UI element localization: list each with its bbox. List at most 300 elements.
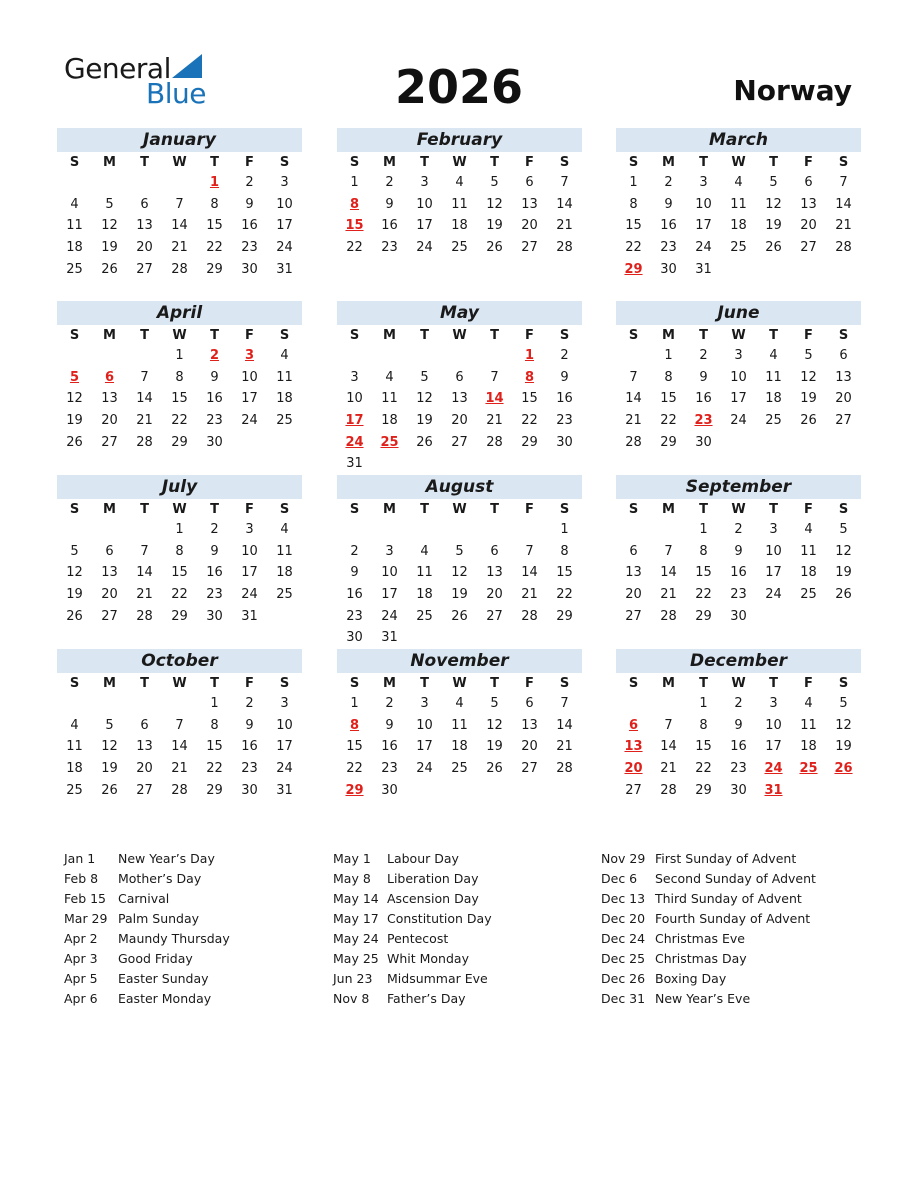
day-cell: 28 [171,261,188,277]
day-cell: 6 [525,175,534,190]
empty-cell [92,345,127,367]
holiday-name: Mother’s Day [118,871,202,886]
month-december [616,649,861,801]
day-cell: 28 [171,782,188,798]
day-cell: 7 [490,369,499,385]
day-cell: 22 [171,413,188,429]
day-cell: 15 [521,391,538,407]
day-cell: 1 [699,696,708,711]
day-cell: 23 [241,761,258,777]
holiday-entry [601,949,816,969]
empty-cell [512,519,547,541]
weekday-label: S [349,676,360,691]
holiday-day: 25 [799,761,818,777]
holiday-entry [601,989,816,1009]
weekday-label: W [731,502,746,517]
holiday-date: May 17 [333,911,379,926]
weekday-label: S [628,676,639,691]
month-august [337,475,582,649]
month-grid [57,499,302,627]
day-cell: 29 [206,261,223,277]
day-cell: 23 [346,608,363,624]
day-cell: 7 [525,543,534,559]
day-cell: 27 [835,413,852,429]
day-cell: 24 [416,761,433,777]
day-cell: 31 [241,608,258,624]
holiday-entry [64,849,230,869]
day-cell: 31 [276,261,293,277]
weekday-label: S [628,328,639,343]
day-cell: 6 [839,348,848,363]
day-cell: 31 [695,261,712,277]
day-cell: 10 [765,717,782,733]
holiday-date: Dec 6 [601,871,638,886]
day-cell: 28 [556,240,573,256]
day-cell: 7 [839,175,848,190]
holiday-date: Jan 1 [64,851,96,866]
day-cell: 28 [486,434,503,450]
day-cell: 1 [175,522,184,537]
holiday-name: Midsummar Eve [387,971,488,986]
weekday-label: M [662,676,675,691]
month-grid [616,152,861,280]
month-header: September [616,475,861,499]
holiday-name: Good Friday [118,951,193,966]
weekday-label: W [452,328,467,343]
day-cell: 25 [451,761,468,777]
day-cell: 13 [101,565,118,581]
day-cell: 15 [556,565,573,581]
day-cell: 19 [486,739,503,755]
weekday-label: T [490,502,499,517]
holiday-day: 26 [834,761,853,777]
day-cell: 16 [381,218,398,234]
day-cell: 4 [70,196,79,212]
day-cell: 14 [171,218,188,234]
day-cell: 6 [525,696,534,711]
month-january [57,128,302,280]
holiday-entry [64,869,230,889]
holiday-date: Dec 20 [601,911,646,926]
day-cell: 21 [660,587,677,603]
day-cell: 10 [346,391,363,407]
day-cell: 29 [660,434,677,450]
day-cell: 24 [381,608,398,624]
day-cell: 20 [800,218,817,234]
day-cell: 30 [730,782,747,798]
day-cell: 9 [385,717,394,733]
day-cell: 9 [560,369,569,385]
empty-cell [407,519,442,541]
day-cell: 23 [206,587,223,603]
empty-cell [442,519,477,541]
holiday-entry [333,929,492,949]
day-cell: 5 [490,696,499,711]
day-cell: 5 [105,196,114,212]
day-cell: 23 [241,240,258,256]
day-cell: 14 [625,391,642,407]
holiday-date: May 1 [333,851,371,866]
day-cell: 30 [206,434,223,450]
day-cell: 3 [280,696,289,711]
day-cell: 1 [350,696,359,711]
holiday-date: Apr 3 [64,951,98,966]
day-cell: 19 [451,587,468,603]
day-cell: 12 [800,369,817,385]
holiday-entry [601,849,816,869]
holiday-name: Father’s Day [387,991,466,1006]
day-cell: 18 [66,240,83,256]
day-cell: 27 [521,240,538,256]
weekday-label: T [699,155,708,170]
weekday-label: F [245,676,254,691]
day-cell: 17 [416,218,433,234]
day-cell: 17 [276,218,293,234]
empty-cell [337,345,372,367]
month-september [616,475,861,627]
holiday-day: 23 [694,413,713,429]
day-cell: 19 [66,587,83,603]
day-cell: 28 [521,608,538,624]
day-cell: 25 [765,413,782,429]
day-cell: 22 [171,587,188,603]
day-cell: 4 [385,369,394,385]
day-cell: 26 [451,608,468,624]
weekday-label: S [559,502,570,517]
holiday-entry [601,869,816,889]
day-cell: 3 [769,696,778,711]
day-cell: 12 [765,196,782,212]
holiday-day: 13 [624,739,643,755]
day-cell: 13 [101,391,118,407]
day-cell: 13 [521,196,538,212]
weekday-label: T [420,328,429,343]
weekday-label: T [769,328,778,343]
day-cell: 23 [381,240,398,256]
day-cell: 28 [556,761,573,777]
day-cell: 18 [451,218,468,234]
day-cell: 11 [451,196,468,212]
day-cell: 29 [171,434,188,450]
day-cell: 26 [800,413,817,429]
day-cell: 21 [171,240,188,256]
holiday-day: 2 [209,348,220,363]
day-cell: 5 [490,175,499,190]
day-cell: 1 [175,348,184,363]
day-cell: 28 [136,608,153,624]
day-cell: 20 [521,739,538,755]
day-cell: 7 [560,696,569,711]
day-cell: 18 [451,739,468,755]
day-cell: 21 [556,739,573,755]
weekday-label: F [525,676,534,691]
empty-cell [616,519,651,541]
calendar-year: 2026 [394,60,524,114]
day-cell: 3 [350,369,359,385]
day-cell: 26 [101,261,118,277]
day-cell: 3 [420,175,429,190]
day-cell: 10 [416,196,433,212]
day-cell: 2 [385,696,394,711]
weekday-label: T [140,155,149,170]
day-cell: 4 [804,696,813,711]
day-cell: 27 [800,240,817,256]
day-cell: 30 [206,608,223,624]
day-cell: 2 [245,696,254,711]
holiday-date: Dec 31 [601,991,646,1006]
day-cell: 21 [625,413,642,429]
holiday-date: Dec 13 [601,891,646,906]
weekday-label: M [383,502,396,517]
day-cell: 2 [210,522,219,537]
day-cell: 26 [835,587,852,603]
holiday-day: 14 [485,391,504,407]
weekday-label: M [383,328,396,343]
weekday-label: S [349,328,360,343]
holiday-entry [64,989,230,1009]
day-cell: 1 [350,175,359,190]
holiday-name: Boxing Day [655,971,727,986]
day-cell: 26 [66,608,83,624]
day-cell: 2 [560,348,569,363]
day-cell: 11 [381,391,398,407]
day-cell: 9 [245,717,254,733]
weekday-label: M [662,502,675,517]
holiday-entry [64,949,230,969]
weekday-label: F [525,502,534,517]
day-cell: 10 [241,369,258,385]
day-cell: 8 [629,196,638,212]
day-cell: 18 [800,565,817,581]
day-cell: 1 [664,348,673,363]
day-cell: 4 [455,175,464,190]
day-cell: 19 [101,761,118,777]
day-cell: 19 [486,218,503,234]
month-july [57,475,302,627]
holiday-date: Apr 2 [64,931,98,946]
day-cell: 15 [171,391,188,407]
day-cell: 11 [416,565,433,581]
day-cell: 4 [455,696,464,711]
day-cell: 4 [280,522,289,537]
month-grid [337,152,582,259]
day-cell: 31 [346,456,363,472]
day-cell: 20 [486,587,503,603]
day-cell: 27 [625,608,642,624]
weekday-label: M [103,676,116,691]
weekday-label: F [525,155,534,170]
empty-cell [57,172,92,194]
month-grid [337,673,582,801]
weekday-label: T [140,676,149,691]
day-cell: 17 [381,587,398,603]
weekday-label: S [628,502,639,517]
day-cell: 7 [664,543,673,559]
day-cell: 1 [560,522,569,537]
holiday-name: Whit Monday [387,951,469,966]
day-cell: 9 [734,543,743,559]
day-cell: 8 [210,196,219,212]
holiday-day: 5 [69,369,80,385]
day-cell: 26 [66,434,83,450]
holiday-name: Maundy Thursday [118,931,230,946]
day-cell: 9 [385,196,394,212]
day-cell: 18 [381,413,398,429]
day-cell: 19 [66,413,83,429]
empty-cell [127,519,162,541]
day-cell: 6 [105,543,114,559]
day-cell: 25 [276,413,293,429]
day-cell: 2 [385,175,394,190]
holiday-date: Dec 26 [601,971,646,986]
weekday-label: F [245,328,254,343]
day-cell: 5 [70,543,79,559]
day-cell: 4 [280,348,289,363]
day-cell: 5 [105,717,114,733]
day-cell: 11 [276,369,293,385]
day-cell: 13 [800,196,817,212]
day-cell: 24 [276,761,293,777]
day-cell: 22 [625,240,642,256]
holiday-date: May 25 [333,951,379,966]
day-cell: 11 [765,369,782,385]
day-cell: 20 [835,391,852,407]
day-cell: 24 [241,413,258,429]
day-cell: 4 [734,175,743,190]
day-cell: 8 [210,717,219,733]
month-grid [57,673,302,801]
holiday-entry [601,889,816,909]
weekday-label: W [172,328,187,343]
holiday-date: May 8 [333,871,371,886]
holiday-column [64,849,230,1009]
day-cell: 26 [486,761,503,777]
weekday-label: T [420,155,429,170]
weekday-label: S [838,676,849,691]
day-cell: 5 [455,543,464,559]
month-header: August [337,475,582,499]
weekday-label: S [349,155,360,170]
month-header: May [337,301,582,325]
day-cell: 11 [800,717,817,733]
empty-cell [372,519,407,541]
day-cell: 12 [101,739,118,755]
day-cell: 16 [241,739,258,755]
day-cell: 14 [521,565,538,581]
weekday-label: M [662,155,675,170]
weekday-label: S [69,676,80,691]
month-may [337,301,582,475]
day-cell: 5 [839,522,848,537]
weekday-label: T [769,502,778,517]
day-cell: 10 [695,196,712,212]
month-april [57,301,302,453]
weekday-label: F [804,676,813,691]
day-cell: 10 [241,543,258,559]
day-cell: 21 [486,413,503,429]
empty-cell [57,345,92,367]
holiday-name: New Year’s Eve [655,991,751,1006]
empty-cell [127,693,162,715]
calendar-country: Norway [733,74,852,107]
day-cell: 19 [835,565,852,581]
day-cell: 25 [66,261,83,277]
day-cell: 15 [346,739,363,755]
day-cell: 4 [420,543,429,559]
month-header: October [57,649,302,673]
day-cell: 20 [136,240,153,256]
day-cell: 12 [486,196,503,212]
day-cell: 30 [241,261,258,277]
holiday-date: May 14 [333,891,379,906]
holiday-name: Ascension Day [387,891,479,906]
day-cell: 3 [280,175,289,190]
weekday-label: W [172,676,187,691]
day-cell: 14 [556,717,573,733]
holiday-name: Pentecost [387,931,449,946]
day-cell: 28 [136,434,153,450]
day-cell: 1 [210,696,219,711]
weekday-label: T [490,155,499,170]
day-cell: 22 [556,587,573,603]
month-header: March [616,128,861,152]
holiday-date: Mar 29 [64,911,108,926]
day-cell: 20 [136,761,153,777]
holiday-entry [64,909,230,929]
day-cell: 6 [140,717,149,733]
day-cell: 6 [804,175,813,190]
day-cell: 20 [101,587,118,603]
month-march [616,128,861,280]
empty-cell [337,519,372,541]
weekday-label: S [838,328,849,343]
weekday-label: S [838,155,849,170]
month-grid [57,325,302,453]
weekday-label: M [383,676,396,691]
day-cell: 9 [210,543,219,559]
weekday-label: M [662,328,675,343]
day-cell: 24 [276,240,293,256]
holiday-name: New Year’s Day [118,851,215,866]
holiday-day: 24 [764,761,783,777]
day-cell: 29 [521,434,538,450]
day-cell: 2 [699,348,708,363]
holiday-date: Nov 29 [601,851,646,866]
day-cell: 6 [490,543,499,559]
weekday-label: T [699,502,708,517]
day-cell: 22 [346,240,363,256]
day-cell: 14 [171,739,188,755]
day-cell: 9 [699,369,708,385]
day-cell: 19 [800,391,817,407]
holiday-date: Apr 6 [64,991,98,1006]
day-cell: 14 [660,565,677,581]
day-cell: 2 [350,543,359,559]
day-cell: 2 [245,175,254,190]
holiday-day: 24 [345,434,364,450]
weekday-label: F [245,155,254,170]
day-cell: 17 [730,391,747,407]
day-cell: 3 [385,543,394,559]
weekday-label: F [525,328,534,343]
holiday-entry [333,889,492,909]
day-cell: 6 [455,369,464,385]
day-cell: 7 [629,369,638,385]
weekday-label: S [279,676,290,691]
weekday-label: T [420,676,429,691]
holiday-name: Easter Monday [118,991,212,1006]
day-cell: 30 [381,782,398,798]
